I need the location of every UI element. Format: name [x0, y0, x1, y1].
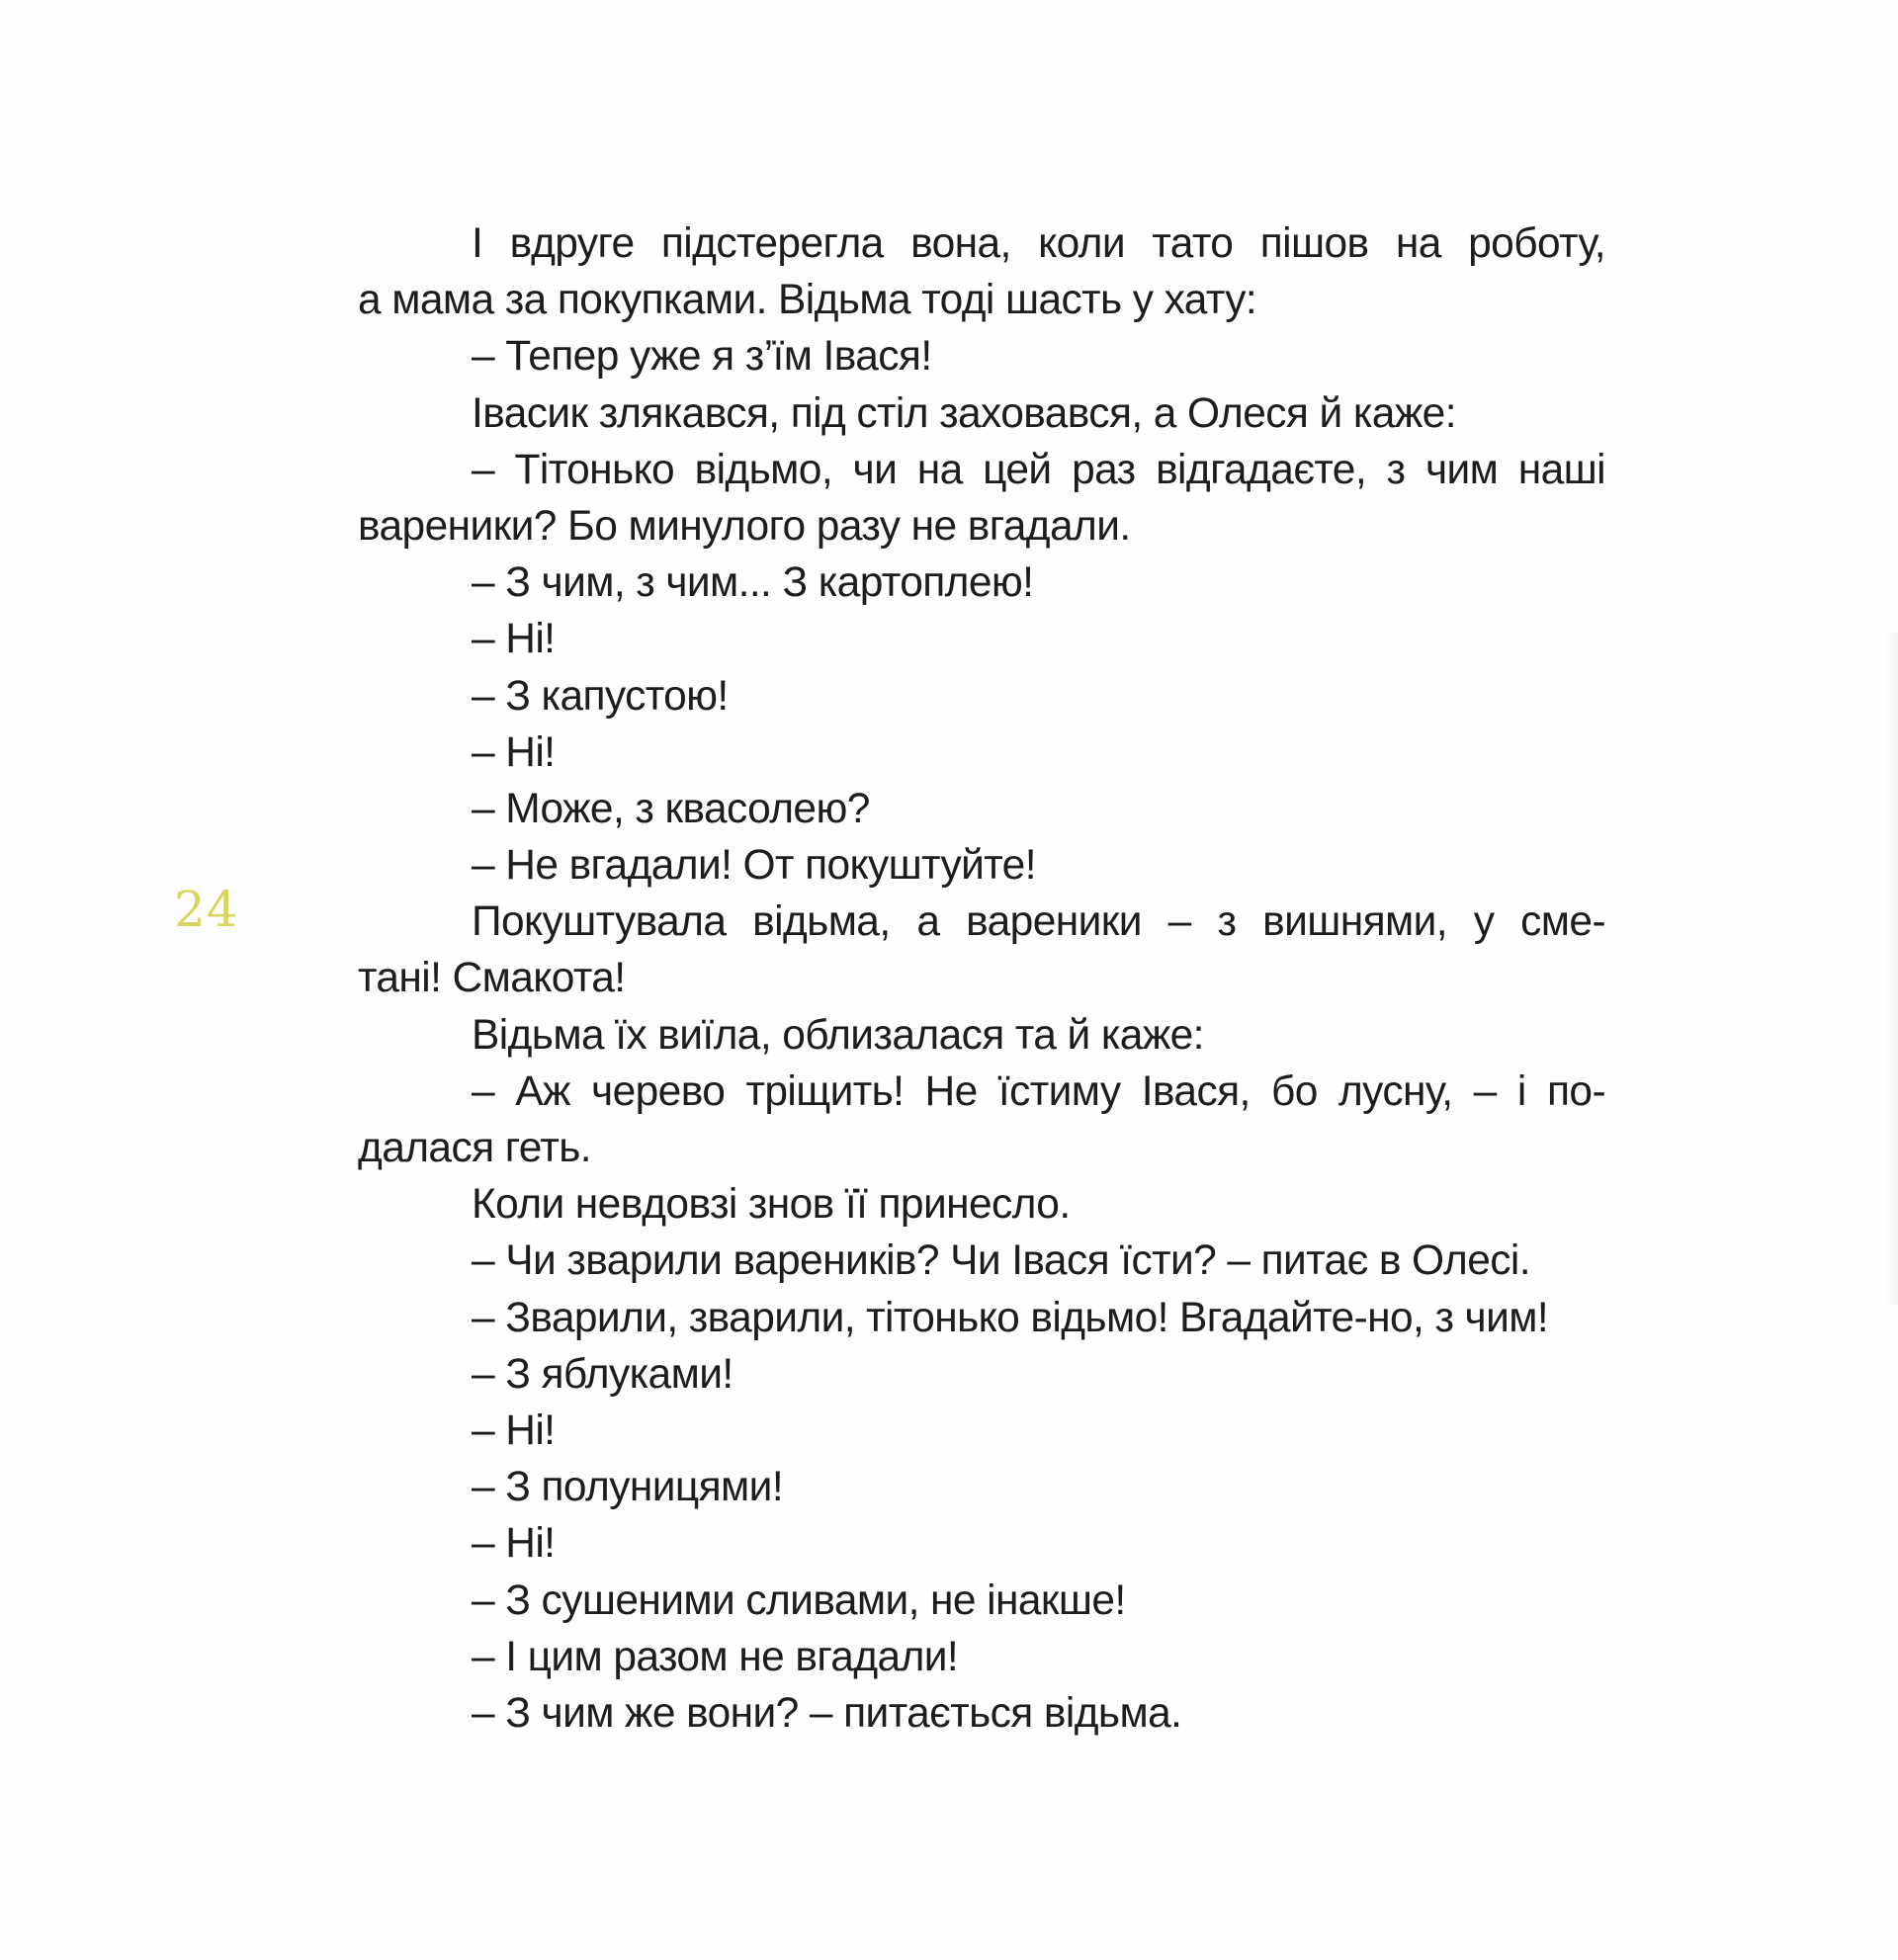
text-line: далася геть. — [358, 1125, 591, 1171]
text-line: Івасик злякався, під стіл заховався, а Олеся й каже: — [472, 389, 1456, 437]
text-line: – І цим разом не вгадали! — [472, 1633, 959, 1680]
story-text — [358, 215, 1605, 1742]
text-line: – Аж черево тріщить! Не їстиму Івася, бо лусну, – і по- — [472, 1067, 1605, 1115]
text-line: тані! Смакота! — [358, 955, 626, 1002]
text-line: Відьма їх виїла, облизалася та й каже: — [472, 1011, 1204, 1059]
text-line: – З полуницями! — [472, 1464, 784, 1511]
text-line: – Не вгадали! От покуштуйте! — [472, 842, 1036, 890]
text-line: – Чи зварили вареників? Чи Івася їсти? – питає в Олесі. — [472, 1237, 1530, 1285]
text-line: – З яблуками! — [472, 1350, 733, 1398]
text-line: – З сушеними сливами, не інакше! — [472, 1577, 1126, 1624]
text-line: Покуштувала відьма, а вареники – з вишнями, у сме- — [472, 898, 1605, 946]
text-line: – Тітонько відьмо, чи на цей раз відгадаєте, з чим наші — [472, 446, 1605, 493]
text-line: – Зварили, зварили, тітонько відьмо! Вгадайте-но, з чим! — [472, 1294, 1549, 1341]
text-line: – Тепер уже я з’їм Івася! — [472, 333, 932, 381]
page-number: 24 — [174, 881, 239, 938]
text-line: – Може, з квасолею? — [472, 785, 870, 832]
text-line: – Ні! — [472, 616, 556, 663]
text-line: – Ні! — [472, 1520, 556, 1568]
text-line: вареники? Бо минулого разу не вгадали. — [358, 502, 1131, 550]
text-line: – Ні! — [472, 1406, 556, 1454]
text-line: Коли невдовзі знов її принесло. — [472, 1181, 1071, 1229]
text-line: – З чим, з чим... З картоплею! — [472, 559, 1034, 607]
page-edge-shadow — [1884, 633, 1898, 1305]
text-line: – Ні! — [472, 728, 556, 776]
text-line: – З капустою! — [472, 672, 729, 720]
text-line: І вдруге підстерегла вона, коли тато пішов на роботу, — [472, 220, 1605, 267]
text-line: – З чим же вони? – питається відьма. — [472, 1689, 1182, 1737]
text-line: а мама за покупками. Відьма тоді шасть у хату: — [358, 277, 1257, 324]
